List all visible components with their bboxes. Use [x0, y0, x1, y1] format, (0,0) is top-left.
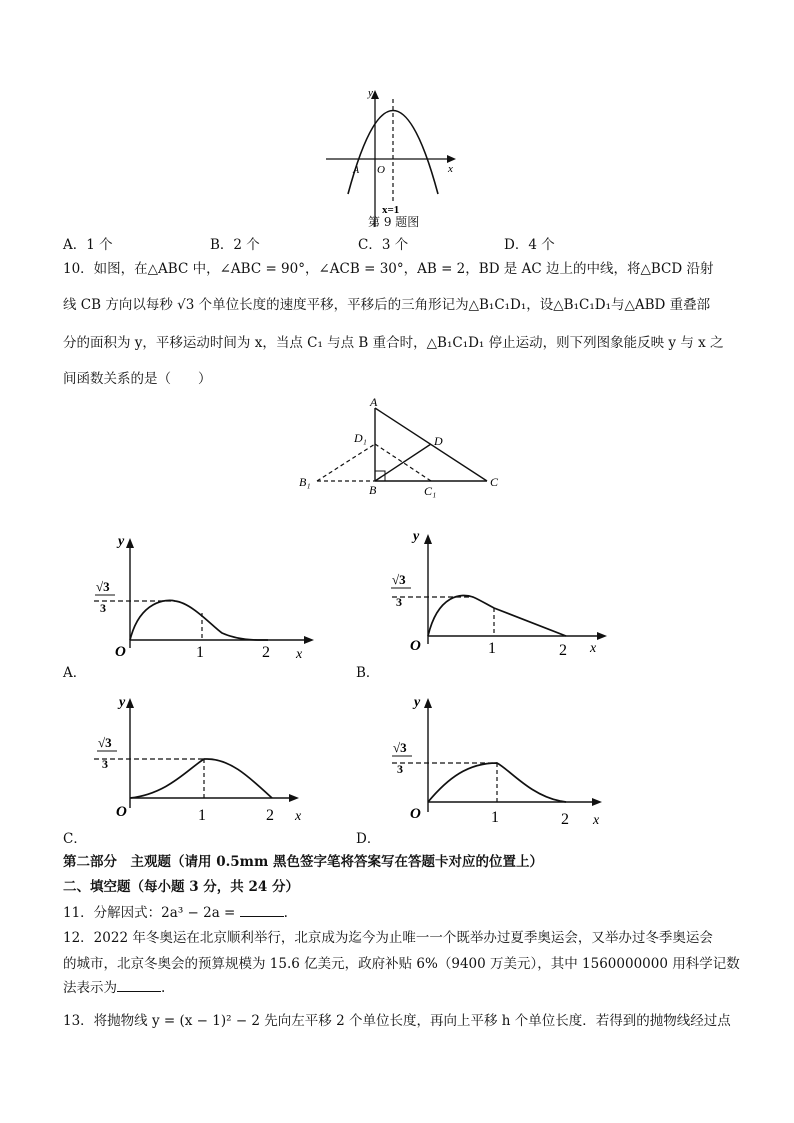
x-label: x — [593, 813, 600, 828]
tick-1: 1 — [196, 644, 204, 661]
q10-line-3: 分的面积为 y，平移运动时间为 x，当点 C₁ 与点 B 重合时，△B₁C₁D₁ 停止运动，则下列图象能反映 y 与 x 之 — [63, 335, 724, 351]
part-2-heading: 第二部分 主观题（请用 0.5mm 黑色签字笔将答案写在答题卡对应的位置上） — [63, 854, 543, 870]
function-curve — [428, 595, 566, 636]
q12-end: . — [161, 980, 166, 996]
tick-2: 2 — [561, 811, 569, 828]
fraction-denominator: 3 — [396, 595, 402, 609]
fraction-numerator: √3 — [96, 579, 110, 594]
tick-2: 2 — [559, 642, 567, 659]
origin-label: O — [410, 638, 421, 654]
y-axis-arrow — [126, 538, 134, 548]
tick-1: 1 — [198, 807, 206, 824]
function-curve — [130, 759, 272, 798]
q10-line-1: 10．如图，在△ABC 中，∠ABC = 90°，∠ACB = 30°，AB = 2，BD 是 AC 边上的中线，将△BCD 沿射 — [63, 261, 714, 277]
q9-option-c: C．3 个 — [358, 237, 409, 253]
fraction-numerator: √3 — [392, 572, 406, 587]
q9-option-a: A．1 个 — [63, 237, 113, 253]
q12-line-2: 的城市，北京冬奥会的预算规模为 15.6 亿美元，政府补贴 6%（9400 万美元），其中 1560000000 用科学记数 — [63, 956, 740, 972]
origin-label: O — [377, 164, 385, 176]
x-label: x — [448, 163, 453, 175]
y-label: y — [414, 695, 421, 710]
q9-option-b: B．2 个 — [210, 237, 260, 253]
fraction-numerator: √3 — [393, 740, 407, 755]
q12-line-1: 12．2022 年冬奥运在北京顺利举行，北京成为迄今为止唯一一个既举办过夏季奥运会，又举办过冬季奥运会 — [63, 930, 713, 946]
q12-answer-blank — [117, 979, 161, 992]
segment-b1d1 — [317, 444, 375, 481]
graph-option-a — [82, 530, 322, 665]
question-9-figure — [320, 82, 470, 232]
graph-option-c — [82, 690, 322, 830]
tick-1: 1 — [488, 640, 496, 657]
x-label: x — [590, 641, 597, 656]
label-b1: B₁ — [299, 475, 311, 489]
q10-line-2: 线 CB 方向以每秒 √3 个单位长度的速度平移，平移后的三角形记为△B₁C₁D₁，设△B₁C₁D₁与△ABD 重叠部 — [63, 297, 711, 313]
tick-2: 2 — [266, 807, 274, 824]
label-d: D — [434, 434, 443, 448]
graph-option-d — [380, 690, 620, 830]
q11-answer-blank — [240, 904, 284, 917]
tick-1: 1 — [491, 809, 499, 826]
graph-option-b — [380, 526, 620, 661]
x-label: x — [296, 647, 303, 662]
fraction-denominator: 3 — [102, 757, 108, 771]
function-curve — [130, 600, 268, 640]
figure-9-caption: 第 9 题图 — [368, 215, 420, 229]
axis-of-symmetry-label: x=1 — [382, 204, 400, 216]
fraction-numerator: √3 — [98, 735, 112, 750]
origin-label: O — [116, 804, 127, 820]
question-13: 13．将抛物线 y = (x − 1)² − 2 先向左平移 2 个单位长度，再向上平移 h 个单位长度．若得到的抛物线经过点 — [63, 1013, 731, 1029]
q9-option-d: D．4 个 — [504, 237, 555, 253]
x-axis-arrow — [447, 155, 456, 163]
q10-line-4: 间函数关系的是（ ） — [63, 371, 212, 387]
y-label: y — [118, 534, 125, 549]
y-label: y — [368, 87, 373, 99]
graph-b-label: B． — [356, 665, 380, 681]
y-label: y — [413, 529, 420, 544]
graph-a-label: A． — [63, 665, 87, 681]
fraction-denominator: 3 — [100, 601, 106, 615]
function-curve — [428, 763, 566, 802]
graph-c-label: C． — [63, 831, 87, 847]
y-axis-arrow — [424, 698, 432, 708]
fraction-denominator: 3 — [397, 762, 403, 776]
y-axis-arrow — [424, 534, 432, 544]
section-fill-in-heading: 二、填空题（每小题 3 分，共 24 分） — [63, 879, 299, 895]
label-d1: D₁ — [354, 431, 367, 445]
graph-d-label: D． — [356, 831, 381, 847]
y-axis-arrow — [126, 698, 134, 708]
origin-label: O — [115, 644, 126, 660]
x-axis-arrow — [289, 794, 299, 802]
x-axis-arrow — [592, 798, 602, 806]
question-11 — [63, 904, 288, 922]
label-a: A — [370, 395, 378, 409]
x-axis-arrow — [304, 636, 314, 644]
x-axis-arrow — [597, 632, 607, 640]
q12-line-3-text: 法表示为 — [63, 980, 117, 996]
label-c: C — [490, 475, 499, 489]
q12-line-3 — [63, 979, 165, 997]
point-a-label: A — [353, 165, 360, 176]
label-b: B — [369, 483, 377, 497]
y-label: y — [119, 695, 126, 710]
origin-label: O — [410, 806, 421, 822]
tick-2: 2 — [262, 644, 270, 661]
q11-end: . — [283, 905, 288, 921]
x-label: x — [295, 809, 302, 824]
q11-text: 11．分解因式：2a³ − 2a = — [63, 905, 236, 921]
question-10-figure — [290, 392, 520, 502]
label-c1: C₁ — [424, 484, 437, 498]
